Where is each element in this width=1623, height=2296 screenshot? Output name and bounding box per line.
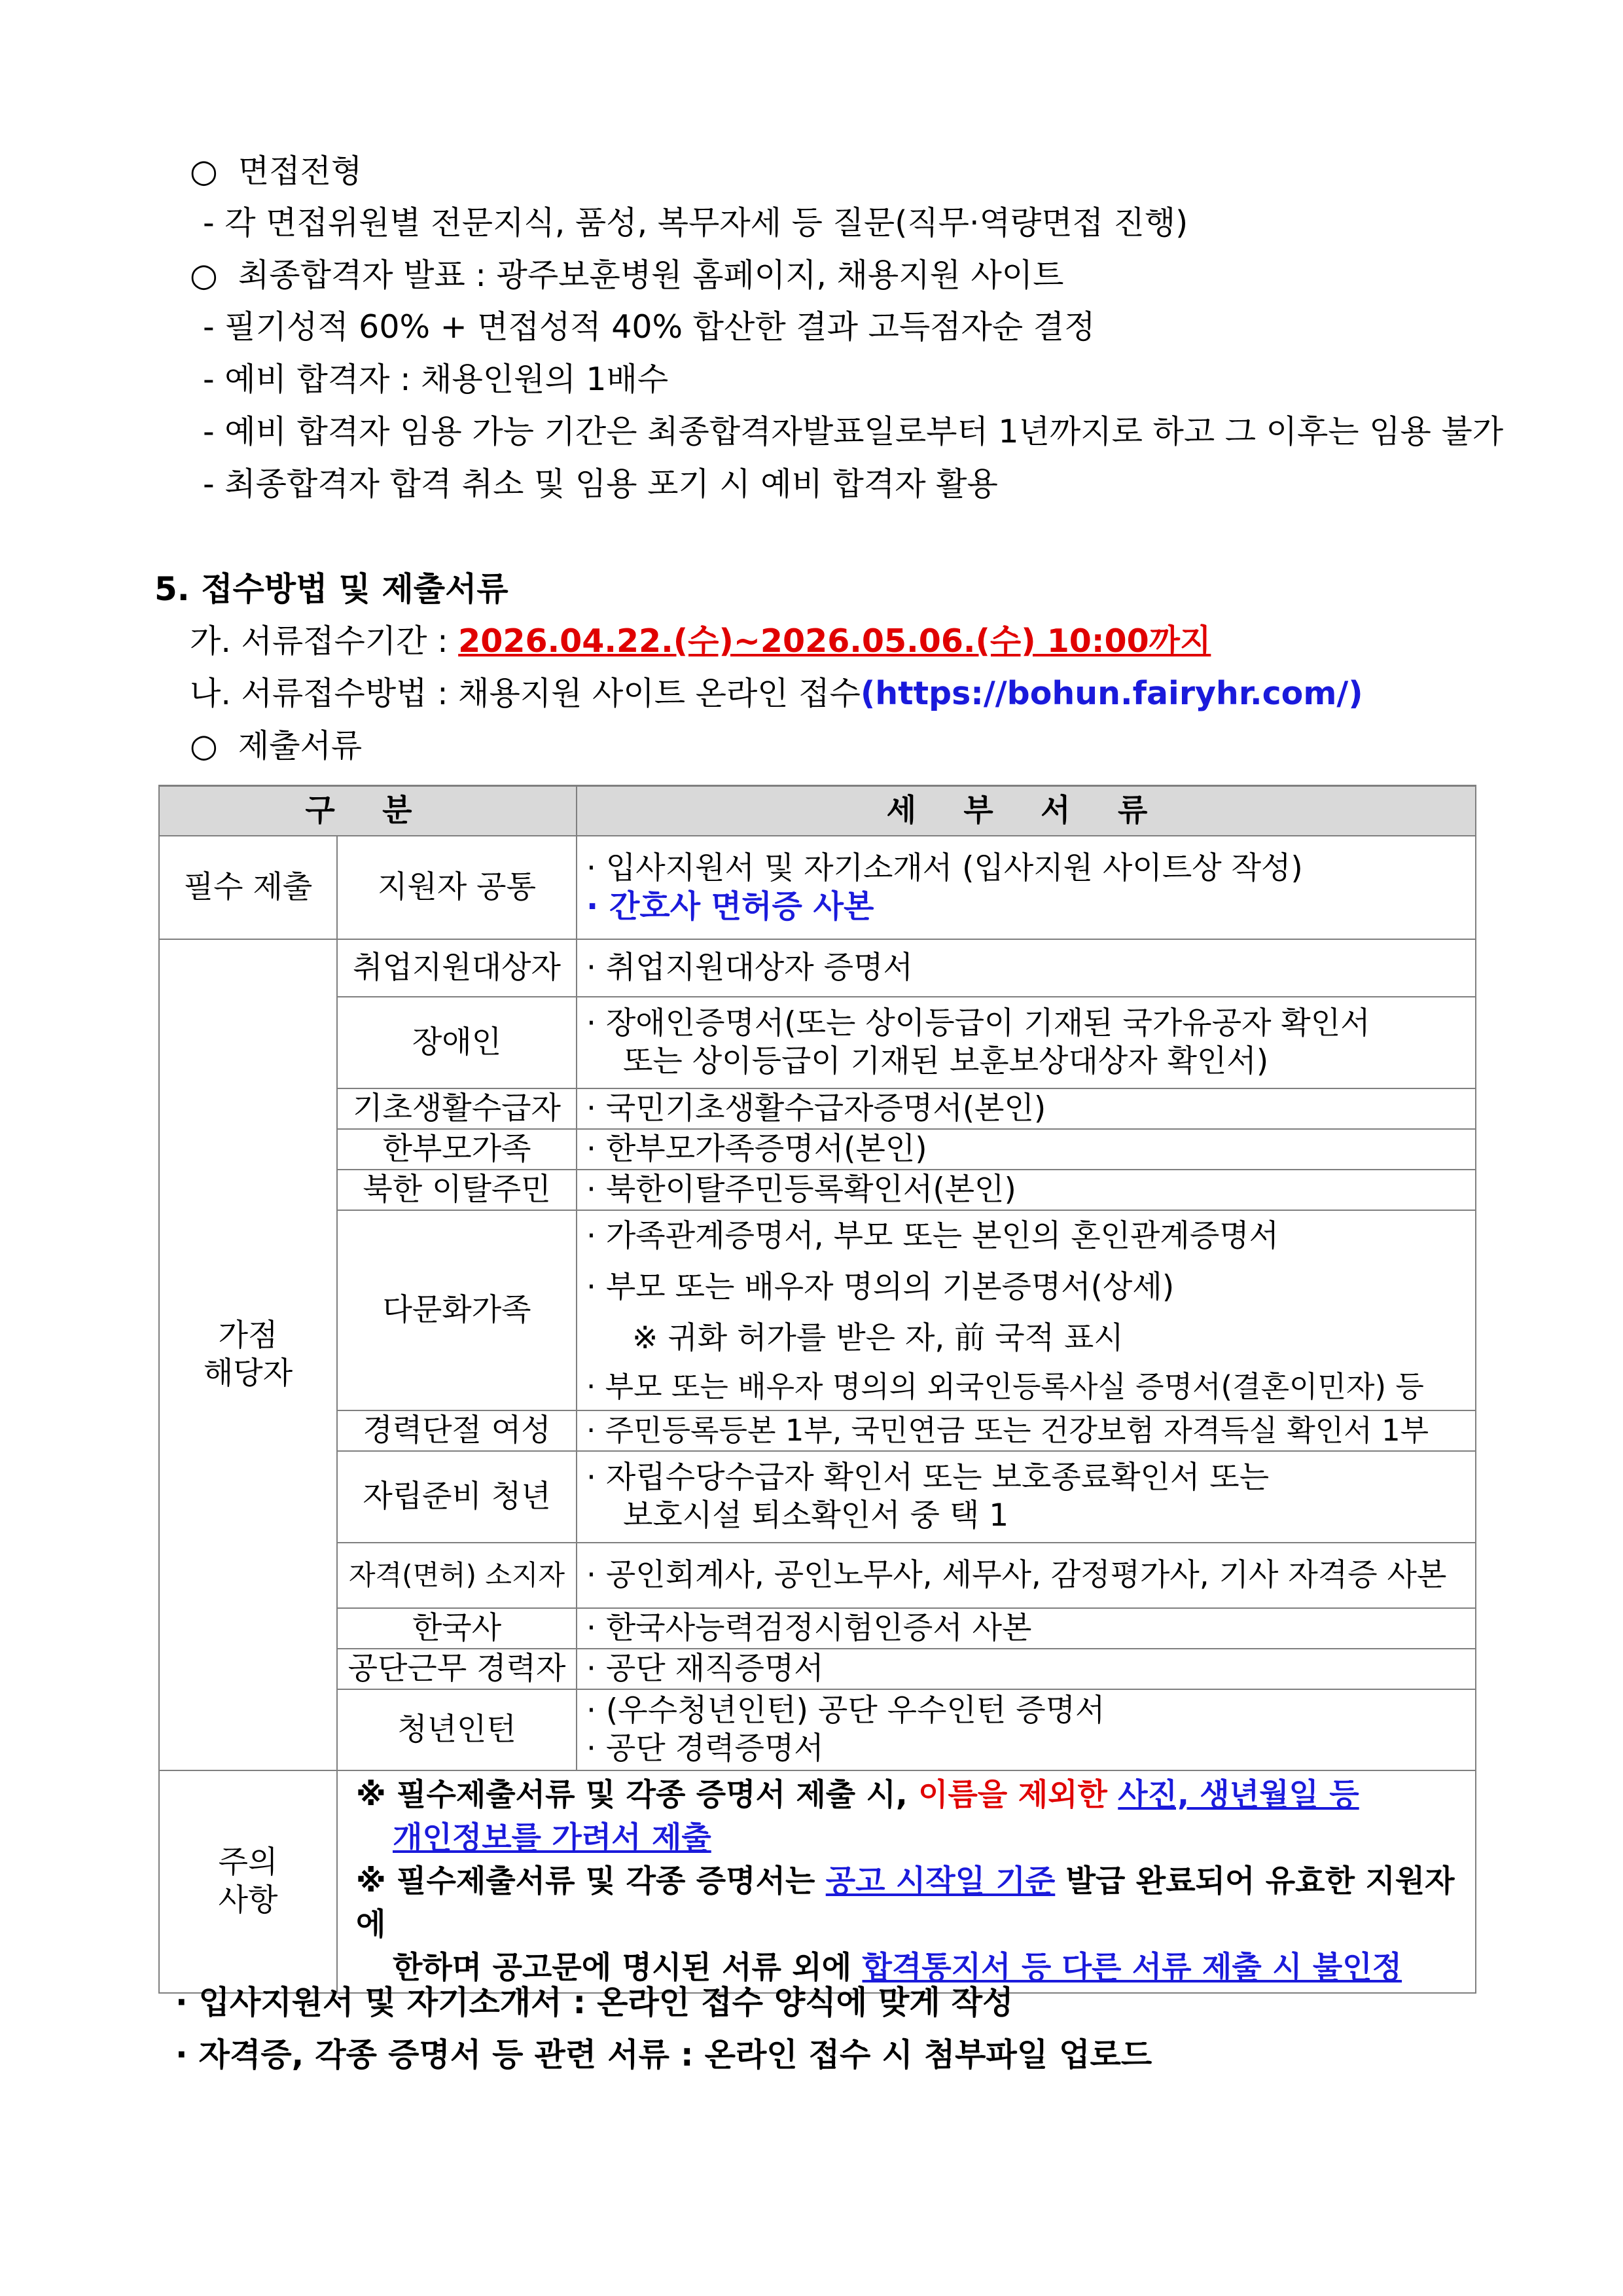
- docs-title: ○ 제출서류: [190, 727, 363, 764]
- announce-title: ○ 최종합격자 발표 : 광주보훈병원 홈페이지, 채용지원 사이트: [190, 257, 1064, 294]
- table-row: 공단근무 경력자 · 공단 재직증명서: [159, 1649, 1476, 1689]
- table-row: 다문화가족 · 가족관계증명서, 부모 또는 본인의 혼인관계증명서 · 부모 또는 배우자 명의의 기본증명서(상세) ※ 귀화 허가를 받은 자, 前 국적 표시 · 부모 또는 배우자 명의의 외국인등록사실 증명서(결혼이민자) 등: [159, 1210, 1476, 1410]
- footer-line2: · 자격증, 각종 증명서 등 관련 서류 : 온라인 접수 시 첨부파일 업로드: [175, 2036, 1152, 2073]
- note-1: ※ 필수제출서류 및 각종 증명서 제출 시, 이름을 제외한 사진, 생년월일 등: [356, 1777, 1359, 1813]
- header-details: 세 부 서 류: [577, 786, 1476, 836]
- receipt-url: (https://bohun.fairyhr.com/): [860, 675, 1363, 712]
- required-docs: · 입사지원서 및 자기소개서 (입사지원 사이트상 작성) · 간호사 면허증 사본: [577, 836, 1476, 939]
- nurse-license: · 간호사 면허증 사본: [586, 888, 874, 925]
- notes-cell: ※ 필수제출서류 및 각종 증명서 제출 시, 이름을 제외한 사진, 생년월일 등 개인정보를 가려서 제출 ※ 필수제출서류 및 각종 증명서는 공고 시작일 기준 발급 완료되어 유효한 지원자에 한하며 공고문에 명시된 서류 외에 합격통지서 등 다른 서류 제출 시 불인정: [337, 1770, 1476, 1993]
- receipt-method: 나. 서류접수방법 : 채용지원 사이트 온라인 접수(https://bohun.fairyhr.com/): [190, 675, 1363, 712]
- table-row: 자립준비 청년 · 자립수당수급자 확인서 또는 보호종료확인서 또는 보호시설 퇴소확인서 중 택 1: [159, 1451, 1476, 1543]
- table-row: 가점 해당자 취업지원대상자 · 취업지원대상자 증명서: [159, 939, 1476, 997]
- bonus-group: 가점 해당자: [159, 939, 337, 1770]
- table-row: 경력단절 여성 · 주민등록등본 1부, 국민연금 또는 건강보험 자격득실 확인서 1부: [159, 1410, 1476, 1451]
- receipt-period-value: 2026.04.22.(수)~2026.05.06.(수) 10:00까지: [458, 622, 1211, 660]
- announce-line2: - 예비 합격자 : 채용인원의 1배수: [203, 361, 669, 398]
- table-row: 기초생활수급자 · 국민기초생활수급자증명서(본인): [159, 1088, 1476, 1129]
- announce-line3: - 예비 합격자 임용 가능 기간은 최종합격자발표일로부터 1년까지로 하고 그 이후는 임용 불가: [203, 413, 1504, 450]
- notes-group: 주의 사항: [159, 1770, 337, 1993]
- receipt-period: 가. 서류접수기간 : 2026.04.22.(수)~2026.05.06.(수) 10:00까지: [190, 622, 1211, 660]
- documents-table: [158, 785, 1476, 1994]
- table-row: 북한 이탈주민 · 북한이탈주민등록확인서(본인): [159, 1170, 1476, 1210]
- announce-line4: - 최종합격자 합격 취소 및 임용 포기 시 예비 합격자 활용: [203, 465, 998, 503]
- table-row: 한국사 · 한국사능력검정시험인증서 사본: [159, 1608, 1476, 1649]
- interview-line1: - 각 면접위원별 전문지식, 품성, 복무자세 등 질문(직무·역량면접 진행): [203, 204, 1188, 242]
- footer-line1: · 입사지원서 및 자기소개서 : 온라인 접수 양식에 맞게 작성: [175, 1984, 1014, 2021]
- table-row: [159, 836, 1476, 939]
- section5-heading: 5. 접수방법 및 제출서류: [154, 570, 508, 608]
- table-row: 한부모가족 · 한부모가족증명서(본인): [159, 1129, 1476, 1170]
- table-row: 장애인 · 장애인증명서(또는 상이등급이 기재된 국가유공자 확인서 또는 상이등급이 기재된 보훈보상대상자 확인서): [159, 997, 1476, 1088]
- table-header-row: [159, 786, 1476, 836]
- required-sub: 지원자 공통: [337, 836, 577, 939]
- table-row: 청년인턴 · (우수청년인턴) 공단 우수인턴 증명서 · 공단 경력증명서: [159, 1689, 1476, 1770]
- announce-line1: - 필기성적 60% + 면접성적 40% 합산한 결과 고득점자순 결정: [203, 308, 1096, 346]
- note-2: ※ 필수제출서류 및 각종 증명서는 공고 시작일 기준 발급 완료되어 유효한 지원자에: [356, 1863, 1455, 1943]
- table-row: 자격(면허) 소지자 · 공인회계사, 공인노무사, 세무사, 감정평가사, 기사 자격증 사본: [159, 1543, 1476, 1608]
- interview-title: ○ 면접전형: [190, 152, 363, 190]
- table-row: [159, 1770, 1476, 1993]
- required-group: 필수 제출: [159, 836, 337, 939]
- header-category: 구 분: [159, 786, 577, 836]
